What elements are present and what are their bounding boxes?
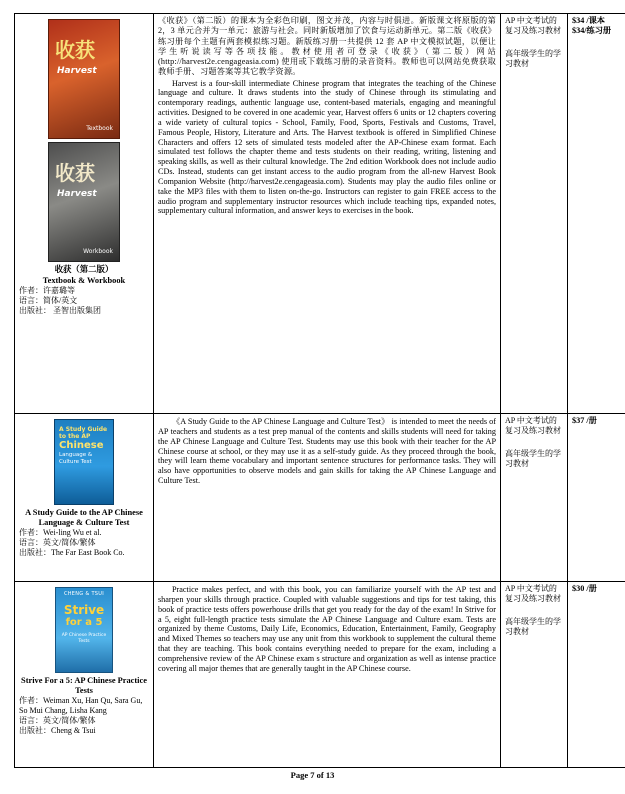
target-item: AP 中文考试的复习及练习教材 xyxy=(505,584,561,604)
cover-brand: CHENG & TSUI xyxy=(63,591,105,597)
book-meta xyxy=(19,528,149,558)
book-cover-study-guide xyxy=(54,419,114,505)
cover-english-title: Harvest xyxy=(57,66,97,76)
cover-english-title: Harvest xyxy=(57,189,97,199)
cover-line: A Study Guide xyxy=(59,426,108,433)
price-cell xyxy=(568,414,625,582)
description-english: Practice makes perfect, and with this book, you can familiarize yourself with the AP test and sharpen your skills through practice. Coupled with valuable suggestions and tips for test taking, this book of practice tests offers powerhouse drills that get you ready for the day of the exam! In Strive for a 5, eight full-length practice tests simulate the AP Chinese Language and Culture exam. Tests are organized by theme Customs, Daily Life, Economics, Education, Entertainment, Family, Geography and Mixed Themes so teachers may use any unit from this workbook to supplement the cultural theme that they are teaching. This book contains everything needed to prepare for the exam, including a comprehensive review of the AP Chinese exam s structure and organization as well as intense practice covering all major themes that are generally taught in the AP Chinese course. xyxy=(158,585,496,673)
cover-line: for a 5 xyxy=(65,617,103,629)
book-info-cell xyxy=(15,414,154,582)
table-row xyxy=(15,582,625,768)
price-cell xyxy=(568,14,625,414)
cover-title: 收获 xyxy=(55,161,95,185)
table-row xyxy=(15,414,625,582)
target-item: AP 中文考试的复习及练习教材 xyxy=(505,416,561,436)
book-cover-strive-for-a-5 xyxy=(55,587,113,673)
cover-line: to the AP xyxy=(59,433,91,441)
book-meta xyxy=(19,696,149,736)
book-publisher: 出版社：The Far East Book Co. xyxy=(19,548,125,558)
cover-label: Textbook xyxy=(86,124,113,132)
book-language: 语言：简体/英文 xyxy=(19,296,78,306)
book-language: 语言：英文/简体/繁体 xyxy=(19,716,96,726)
target-item: 高年级学生的学习教材 xyxy=(505,616,561,637)
target-item: 高年级学生的学习教材 xyxy=(505,48,561,69)
target-item: AP 中文考试的复习及练习教材 xyxy=(505,16,561,36)
price-book: $37 /册 xyxy=(572,416,597,425)
price-cell xyxy=(568,582,625,768)
table-row xyxy=(15,14,625,414)
cover-line: AP Chinese Practice Tests xyxy=(61,633,107,644)
target-audience-cell xyxy=(501,414,568,582)
book-description-cell xyxy=(154,414,501,582)
target-item: 高年级学生的学习教材 xyxy=(505,448,561,469)
cover-line: Strive xyxy=(63,603,105,617)
book-info-cell xyxy=(15,14,154,414)
price-book: $30 /册 xyxy=(572,584,597,593)
book-author: 作者：许嘉璐等 xyxy=(19,286,75,296)
description-english: Harvest is a four-skill intermediate Chinese program that integrates the teaching of the Chinese language and culture. It draws students into the study of Chinese through its stimulating and contemporary readings, authentic language use, content-based materials, engaging and meaningful activities. Designed to be covered in one academic year, Harvest offers 6 units or 12 chapters covering a wide variety of cultural topics - School, Family, Food, Sports, Festivals and Customs, Travel, Famous People, History, Literature and Arts. The Harvest textbook is offered in Simplified Chinese Characters and offers 12 sets of simulated tests modeled after the AP-Chinese exam format. Each simulated test follows the chapter theme and tests students on their reading, writing, listening and speaking skills, as well as their cultural knowledge. The 2nd edition Workbook does not include audio CDs. Instead, students can get instant access to the audio program from the all-new Harvest Book Companion Website (http://harvest2e.cengageasia.com). Students may play the audio files online or take the MP3 files with them to listen on-the-go. Instructors can register to gain FREE access to the audio program and supplementary instructor resources which include teaching tips, expanded notes, supplementary cultural information, and answer keys to exercises in the book. xyxy=(158,78,496,216)
book-description-cell xyxy=(154,582,501,768)
book-title: A Study Guide to the AP Chinese Language & Culture Test xyxy=(25,508,143,528)
book-description-cell xyxy=(154,14,501,414)
book-author: 作者：Wei-ling Wu et al. xyxy=(19,528,102,538)
target-audience-cell xyxy=(501,582,568,768)
book-publisher: 出版社： 圣智出版集团 xyxy=(19,306,101,316)
target-audience-cell xyxy=(501,14,568,414)
cover-title: 收获 xyxy=(55,38,95,62)
cover-line: Language & xyxy=(59,452,93,459)
book-cover-harvest-textbook xyxy=(48,19,120,139)
description-english: 《A Study Guide to the AP Chinese Language and Culture Test》 is intended to meet the needs of AP teachers and students as a test prep manual of the contents and skills students will need for taking the AP Chinese Language and Culture Test. Students may use this book with their teacher for the AP Chinese course at school, or they may use it as a self-study guide. As they proceed through the book, they will learn theme vocabulary and important sentence structures for performance tasks. They will also have opportunities to observe models and gain skills for taking the AP Chinese Language and Culture Test. xyxy=(158,417,496,486)
book-meta xyxy=(19,286,149,316)
price-textbook: $34 /课本 xyxy=(572,16,605,25)
cover-line: Culture Test xyxy=(59,458,92,465)
book-publisher: 出版社：Cheng & Tsui xyxy=(19,726,96,736)
cover-label: Workbook xyxy=(83,247,113,255)
book-cover-harvest-workbook xyxy=(48,142,120,262)
cover-line: Chinese xyxy=(59,440,104,452)
price-workbook: $34/练习册 xyxy=(572,25,612,35)
book-info-cell xyxy=(15,582,154,768)
description-chinese: 《收获》（第二版）的课本为全彩色印刷，图文并茂，内容与时俱进。新版课文将原版的第 2，3 单元合并为一单元：旅游与社会。同时新版增加了饮食与运动新单元。第二版《收获》练习册每个主题有两套模拟练习题。新版练习册一共提供 12 套 AP 中文模拟试题，以便让学生听说读写等各项技能。教材使用者可登录《收获》（第二版）网站 (http://harvest2e.cengageasia.com) 使用或下载练习册的录音资料。教师也可以网站免费获取教师手册、习题答案等其它教学资源。 xyxy=(158,16,496,77)
page-number: Page 7 of 13 xyxy=(290,770,335,780)
book-language: 语言：英文/简体/繁体 xyxy=(19,538,96,548)
book-title: 收获（第二版） xyxy=(54,265,114,274)
book-author: 作者：Weiman Xu, Han Qu, Sara Gu, So Mui Chang, Lisha Kang xyxy=(19,696,143,716)
book-catalog-table xyxy=(14,13,625,768)
book-subtitle: Textbook & Workbook xyxy=(42,276,126,286)
book-title: Strive For a 5: AP Chinese Practice Tests xyxy=(21,676,147,696)
